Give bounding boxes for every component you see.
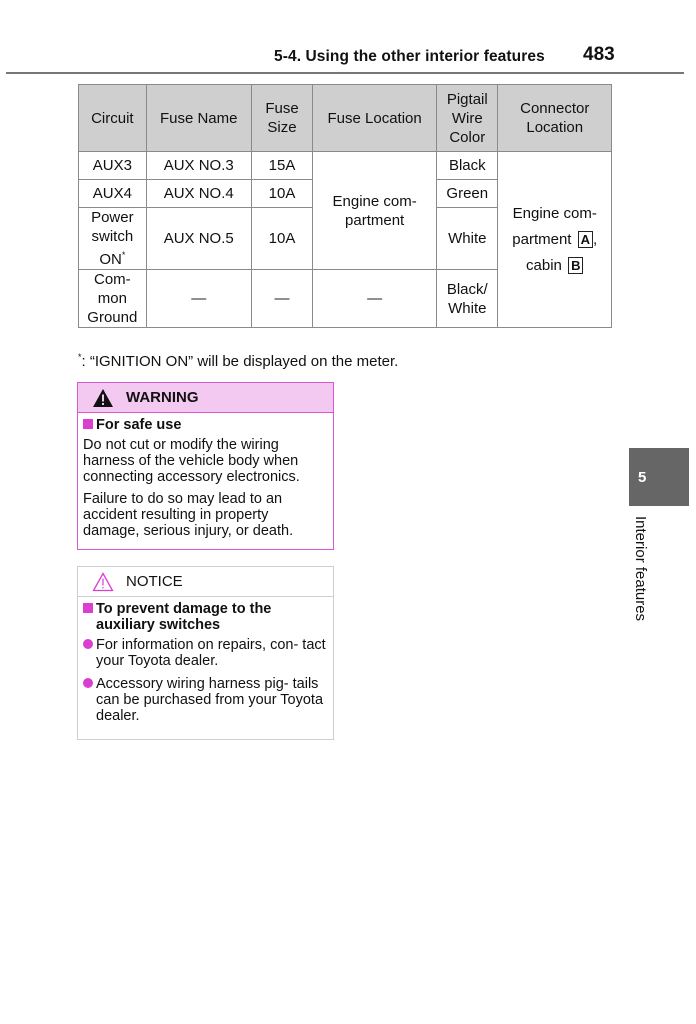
cell-wire-color: White: [437, 208, 498, 270]
section-title: 5-4. Using the other interior features: [274, 48, 545, 65]
cell-fuse-size: 15A: [251, 152, 312, 180]
label-a-box: A: [578, 231, 593, 248]
label-b-box: B: [568, 257, 583, 274]
cell-circuit: AUX3: [79, 152, 147, 180]
warning-box: [77, 382, 334, 550]
warning-paragraph: Do not cut or modify the wiring harness of the vehicle body when connecting accessory electronics.: [83, 437, 300, 485]
cell-fuse-size: 10A: [251, 208, 312, 270]
header-divider: [6, 72, 684, 74]
table-footnote: [78, 352, 398, 370]
cell-fuse-name: —: [146, 270, 251, 328]
header-pigtail-wire-color: Pigtail Wire Color: [437, 85, 498, 152]
notice-heading-text: To prevent damage to the auxiliary switches: [96, 601, 272, 633]
warning-triangle-icon: [92, 388, 114, 408]
connector-line-1: Engine com-: [512, 204, 597, 222]
header-fuse-location: Fuse Location: [313, 85, 437, 152]
cell-fuse-size: —: [251, 270, 312, 328]
square-bullet-icon: [83, 419, 93, 429]
table-row: [79, 152, 612, 180]
connector-line-3: cabin: [526, 256, 562, 274]
footnote-text: : “IGNITION ON” will be displayed on the meter.: [81, 353, 399, 370]
notice-bullet-text: For information on repairs, con- tact your Toyota dealer.: [96, 637, 326, 669]
notice-subheading: [83, 601, 327, 633]
warning-title: WARNING: [126, 389, 199, 406]
header-fuse-name: Fuse Name: [146, 85, 251, 152]
chapter-number: 5: [638, 469, 647, 486]
page-number: 483: [583, 44, 615, 65]
cell-circuit: [79, 208, 147, 270]
cell-connector-location: Engine com- partment A , cabin B: [498, 152, 612, 328]
cell-circuit: Com- mon Ground: [79, 270, 147, 328]
footnote-asterisk: *: [78, 352, 82, 362]
cell-wire-color: Black/ White: [437, 270, 498, 328]
cell-wire-color: Green: [437, 180, 498, 208]
asterisk-mark: *: [121, 250, 126, 260]
circle-bullet-icon: [83, 639, 93, 649]
notice-title: NOTICE: [126, 573, 183, 590]
header-connector-location: Connector Location: [498, 85, 612, 152]
notice-body: [78, 597, 333, 724]
header-fuse-size: Fuse Size: [251, 85, 312, 152]
circuit-text: Power switch ON: [91, 209, 134, 268]
notice-bullet-text: Accessory wiring harness pig- tails can be purchased from your Toyota dealer.: [96, 676, 324, 724]
warning-header: [78, 383, 333, 413]
square-bullet-icon: [83, 603, 93, 613]
header-circuit: Circuit: [79, 85, 147, 152]
circle-bullet-icon: [83, 678, 93, 688]
table-header-row: [79, 85, 612, 152]
cell-fuse-size: 10A: [251, 180, 312, 208]
warning-subheading: [83, 417, 327, 433]
cell-wire-color: Black: [437, 152, 498, 180]
list-item: [83, 676, 327, 724]
chapter-tab: [629, 448, 689, 506]
warning-paragraph: Failure to do so may lead to an accident resulting in property damage, serious injury, or death.: [83, 491, 294, 539]
cell-fuse-name: AUX NO.4: [146, 180, 251, 208]
list-item: [83, 637, 327, 669]
chapter-label: Interior features: [632, 516, 649, 622]
fuse-table: [78, 84, 612, 328]
notice-box: [77, 566, 334, 740]
notice-header: [78, 567, 333, 597]
cell-fuse-name: AUX NO.3: [146, 152, 251, 180]
cell-circuit: AUX4: [79, 180, 147, 208]
cell-fuse-name: AUX NO.5: [146, 208, 251, 270]
cell-shared-fuse-location: Engine com- partment: [313, 152, 437, 270]
cell-fuse-location: —: [313, 270, 437, 328]
warning-body: [78, 413, 333, 539]
warning-heading-text: For safe use: [96, 417, 182, 433]
caution-triangle-icon: [92, 572, 114, 592]
connector-line-2: partment: [512, 230, 572, 248]
